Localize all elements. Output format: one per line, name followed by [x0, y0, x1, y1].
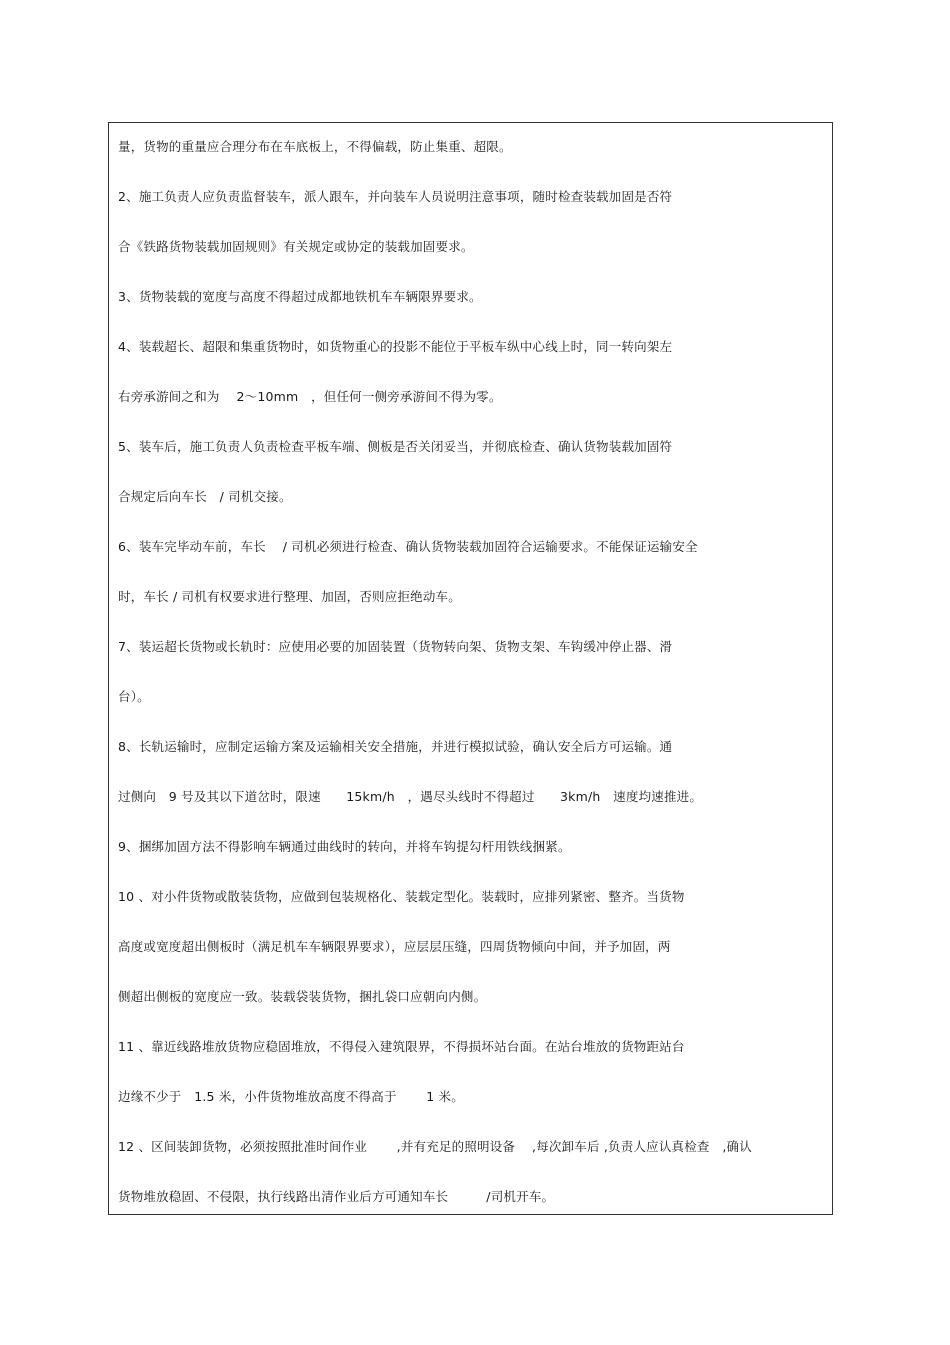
text-line-6: 右旁承游间之和为 2～10mm ，但任何一侧旁承游间不得为零。	[118, 389, 502, 404]
text-line-14: 过侧向 9 号及其以下道岔时，限速 15km/h ，遇尽头线时不得超过 3km/h 速度均速推进。	[118, 789, 703, 804]
text-line-12: 台）。	[118, 689, 150, 704]
text-line-13: 8、长轨运输时，应制定运输方案及运输相关安全措施，并进行模拟试验，确认安全后方可运输。通	[118, 739, 673, 754]
text-line-10: 时，车长 / 司机有权要求进行整理、加固，否则应拒绝动车。	[118, 589, 461, 604]
text-line-2: 2、施工负责人应负责监督装车，派人跟车，并向装车人员说明注意事项，随时检查装载加固是否符	[118, 189, 673, 204]
text-line-4: 3、货物装载的宽度与高度不得超过成都地铁机车车辆限界要求。	[118, 289, 482, 304]
text-line-3: 合《铁路货物装载加固规则》有关规定或协定的装载加固要求。	[118, 239, 474, 254]
text-line-1: 量，货物的重量应合理分布在车底板上，不得偏载，防止集重、超限。	[118, 139, 512, 154]
text-line-19: 11 、靠近线路堆放货物应稳固堆放，不得侵入建筑限界，不得损坏站台面。在站台堆放的货物距站台	[118, 1039, 685, 1054]
text-line-8: 合规定后向车长 / 司机交接。	[118, 489, 292, 504]
text-line-20: 边缘不少于 1.5 米，小件货物堆放高度不得高于 1 米。	[118, 1089, 464, 1104]
text-line-16: 10 、对小件货物或散装货物，应做到包装规格化、装载定型化。装载时，应排列紧密、整齐。当货物	[118, 889, 685, 904]
text-line-21: 12 、区间装卸货物，必须按照批准时间作业 ,并有充足的照明设备 ,每次卸车后 ,负责人应认真检查 ,确认	[118, 1139, 752, 1154]
text-line-7: 5、装车后，施工负责人负责检查平板车端、侧板是否关闭妥当，并彻底检查、确认货物装载加固符	[118, 439, 673, 454]
text-line-18: 侧超出侧板的宽度应一致。装载袋装货物，捆扎袋口应朝向内侧。	[118, 989, 487, 1004]
text-line-5: 4、装载超长、超限和集重货物时，如货物重心的投影不能位于平板车纵中心线上时，同一转向架左	[118, 339, 673, 354]
text-line-17: 高度或宽度超出侧板时（满足机车车辆限界要求），应层层压缝，四周货物倾向中间，并予加固，两	[118, 939, 671, 954]
text-line-9: 6、装车完毕动车前，车长 / 司机必须进行检查、确认货物装载加固符合运输要求。不能保证运输安全	[118, 539, 698, 554]
text-line-22: 货物堆放稳固、不侵限，执行线路出清作业后方可通知车长 /司机开车。	[118, 1189, 555, 1204]
text-line-11: 7、装运超长货物或长轨时：应使用必要的加固装置（货物转向架、货物支架、车钩缓冲停止器、滑	[118, 639, 673, 654]
text-line-15: 9、捆绑加固方法不得影响车辆通过曲线时的转向，并将车钩提勾杆用铁线捆紧。	[118, 839, 571, 854]
